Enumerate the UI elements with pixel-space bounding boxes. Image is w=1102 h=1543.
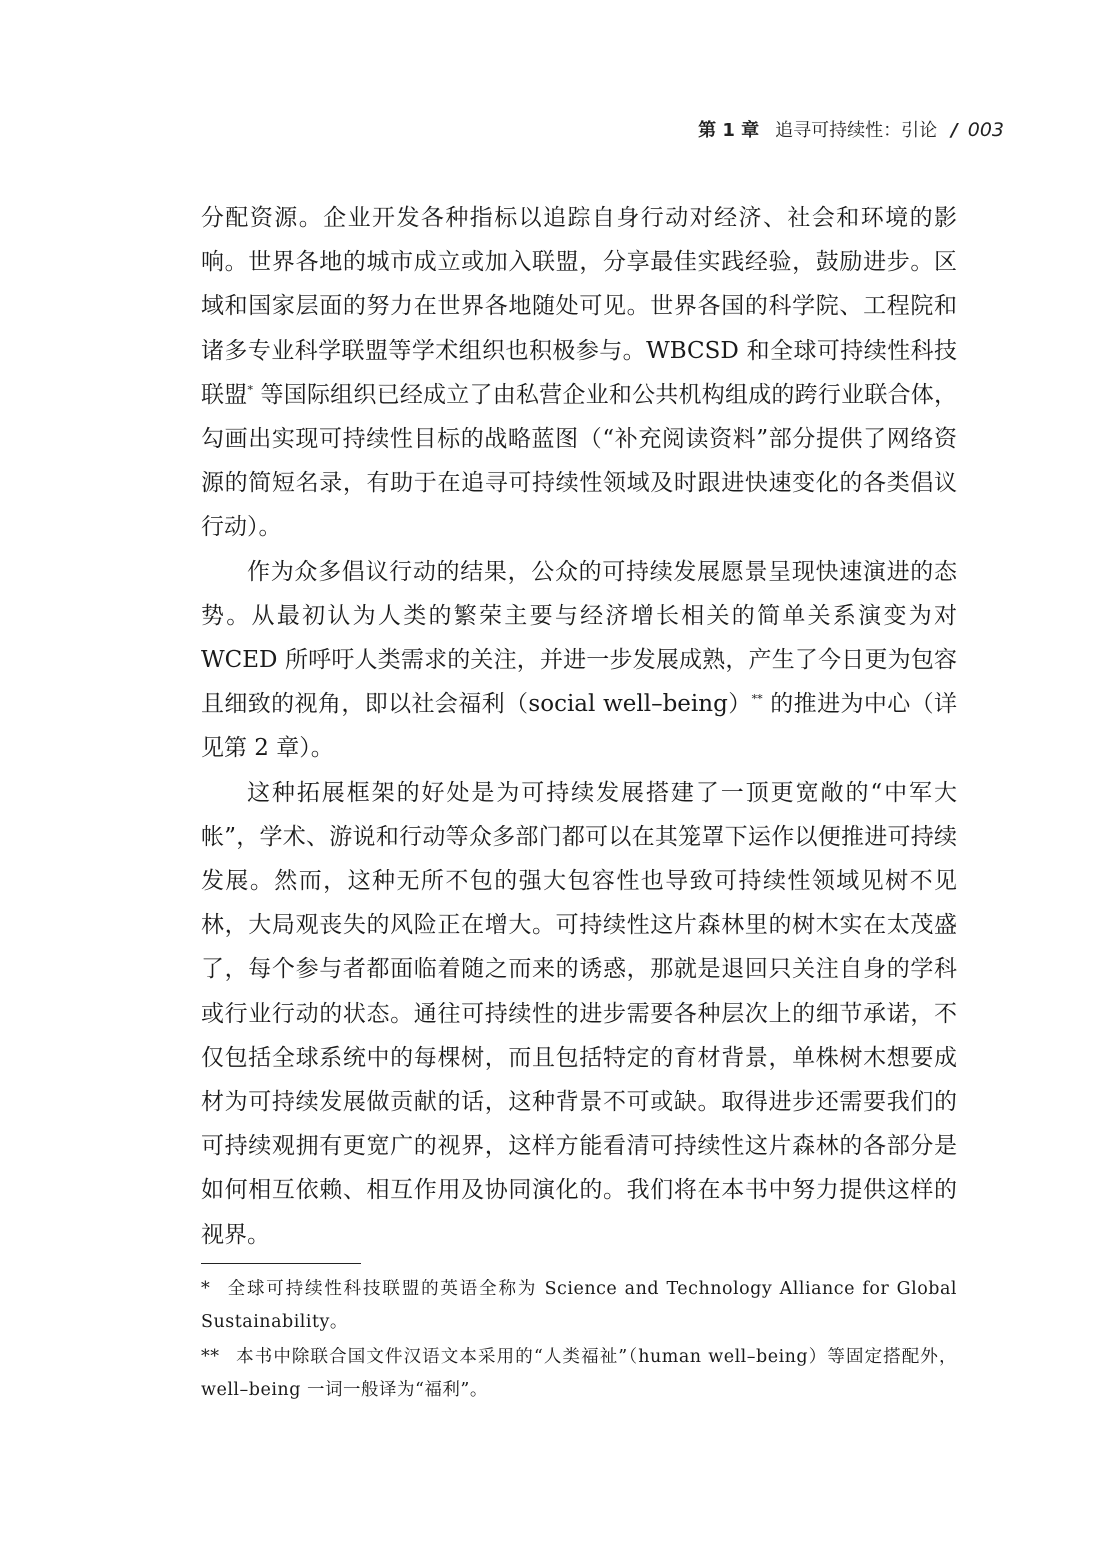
chapter-title: 追寻可持续性：引论 (775, 120, 938, 141)
running-header (698, 116, 1004, 142)
footnote-1 (201, 1273, 957, 1339)
header-separator: / (951, 120, 958, 141)
footnote-2 (201, 1341, 957, 1407)
paragraph-1-part-b: 等国际组织已经成立了由私营企业和公共机构组成的跨行业联合体，勾画出实现可持续性目标的战略蓝图（“补充阅读资料”部分提供了网络资源的简短名录，有助于在追寻可持续性领域及时跟进快速变化的各类倡议行动）。 (201, 381, 958, 541)
footnote-1-mark: * (201, 1279, 211, 1299)
footnote-divider (201, 1263, 361, 1264)
body-text (201, 196, 957, 1257)
paragraph-3: 这种拓展框架的好处是为可持续发展搭建了一顶更宽敞的“中军大帐”，学术、游说和行动等众多部门都可以在其笼罩下运作以便推进可持续发展。然而，这种无所不包的强大包容性也导致可持续性领域见树不见林，大局观丧失的风险正在增大。可持续性这片森林里的树木实在太茂盛了，每个参与者都面临着随之而来的诱惑，那就是退回只关注自身的学科或行业行动的状态。通往可持续性的进步需要各种层次上的细节承诺，不仅包括全球系统中的每棵树，而且包括特定的育材背景，单株树木想要成材为可持续发展做贡献的话，这种背景不可或缺。取得进步还需要我们的可持续观拥有更宽广的视界，这样方能看清可持续性这片森林的各部分是如何相互依赖、相互作用及协同演化的。我们将在本书中努力提供这样的视界。 (201, 779, 957, 1248)
paragraph-2-part-b: 的推进为中心（详见第 2 章）。 (201, 691, 957, 762)
footnote-ref-1: * (247, 383, 253, 397)
paragraph-2-part-a: 作为众多倡议行动的结果，公众的可持续发展愿景呈现快速演进的态势。从最初认为人类的繁荣主要与经济增长相关的简单关系演变为对 WCED 所呼吁人类需求的关注，并进一步发展成熟，产生了今日更为包容且细致的视角，即以社会福利（social well–being） (201, 558, 957, 718)
page-number: 003 (967, 119, 1004, 141)
paragraph-1-part-a: 分配资源。企业开发各种指标以追踪自身行动对经济、社会和环境的影响。世界各地的城市成立或加入联盟，分享最佳实践经验，鼓励进步。区域和国家层面的努力在世界各地随处可见。世界各国的科学院、工程院和诸多专业科学联盟等学术组织也积极参与。WBCSD 和全球可持续性科技联盟 (201, 205, 957, 408)
footnote-2-mark: ** (201, 1347, 220, 1367)
footnote-1-text: 全球可持续性科技联盟的英语全称为 Science and Technology Alliance for Global Sustainability。 (201, 1279, 957, 1332)
paragraph-1 (201, 196, 957, 550)
footnote-2-text: 本书中除联合国文件汉语文本采用的“人类福祉”（human well–being）等固定搭配外，well–being 一词一般译为“福利”。 (201, 1347, 957, 1400)
paragraph-2 (201, 550, 957, 771)
chapter-label: 第 1 章 (698, 120, 760, 141)
footnote-ref-2: ** (751, 692, 763, 706)
footnotes (201, 1273, 957, 1409)
